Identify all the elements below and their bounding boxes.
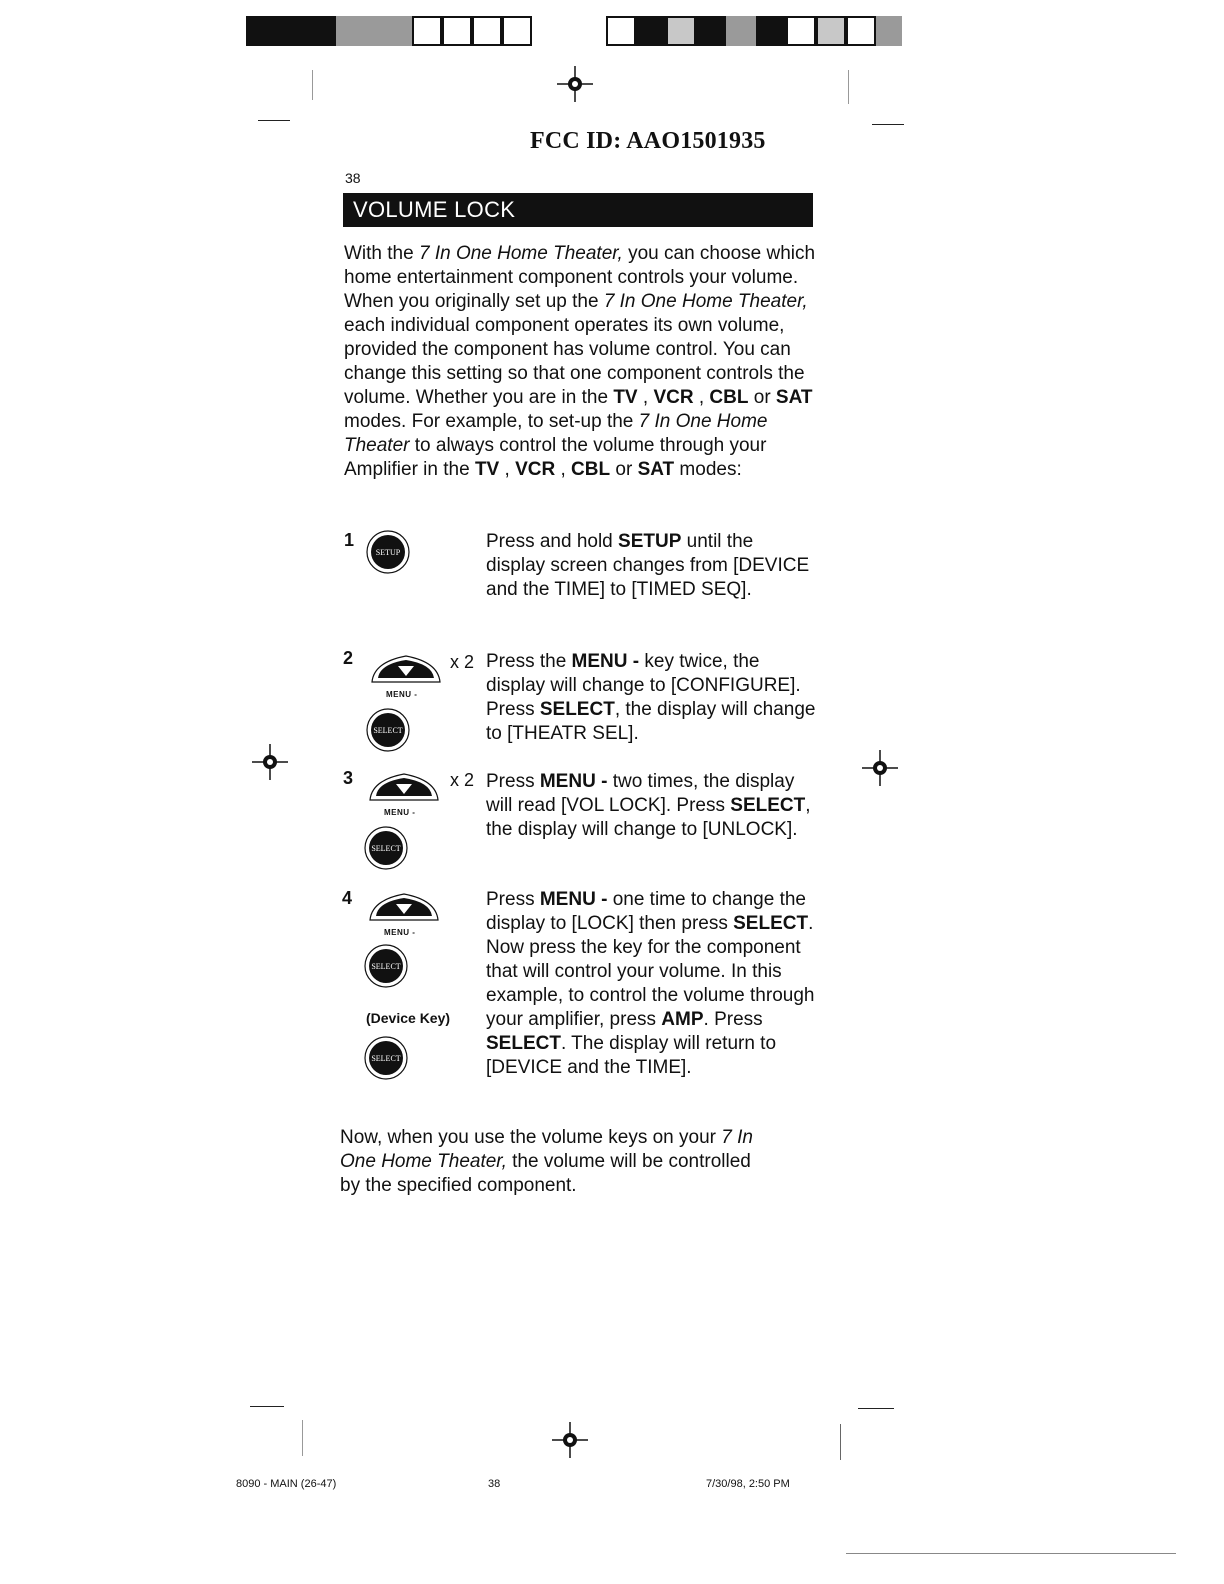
crop-mark [302,1420,303,1456]
times-two-label: x 2 [450,652,475,672]
svg-text:SELECT: SELECT [371,844,401,853]
step-number: 1 [344,530,355,550]
step-number: 4 [342,888,353,908]
menu-minus-button-icon [364,886,444,928]
fcc-id: FCC ID: AAO1501935 [530,128,766,154]
crop-mark [312,70,313,100]
step-3-text: Press MENU - two times, the display will read [VOL LOCK]. Press SELECT, the display will change to [UNLOCK]. [486,771,811,840]
menu-minus-button-icon [366,648,446,690]
crop-mark [872,124,904,125]
device-key-label: (Device Key) [366,1010,451,1026]
menu-minus-button-icon [364,766,444,808]
select-button-icon [364,706,412,754]
crop-mark [258,120,290,121]
registration-bar-right [606,16,902,46]
crop-mark [840,1424,841,1460]
step-2-text: Press the MENU - key twice, the display will change to [CONFIGURE]. Press SELECT, the display will change to [THEATR SEL]. [486,651,816,744]
times-two-label: x 2 [450,770,475,790]
menu-minus-label: MENU - [384,808,416,817]
crop-mark [250,1406,284,1407]
menu-minus-label: MENU - [384,928,416,937]
select-button-icon [362,942,410,990]
svg-text:SETUP: SETUP [375,548,401,557]
closing-paragraph: Now, when you use the volume keys on your 7 In One Home Theater, the volume will be controlled by the specified component. [340,1127,753,1196]
setup-button-icon [364,528,412,576]
select-button-icon [362,1034,410,1082]
step-4-text: Press MENU - one time to change the display to [LOCK] then press SELECT. Now press the key for the component that will control your volume. In this example, to control the volume through your amplifier, press AMP. Press SELECT. The display will return to [DEVICE and the TIME]. [486,889,815,1078]
section-title: VOLUME LOCK [343,193,813,227]
step-1-text: Press and hold SETUP until the display screen changes from [DEVICE and the TIME] to [TIMED SEQ]. [486,531,810,600]
select-button-icon [362,824,410,872]
footer-job-slug: 8090 - MAIN (26-47) [236,1478,337,1490]
svg-text:SELECT: SELECT [371,1054,401,1063]
menu-minus-label: MENU - [386,690,418,699]
registration-crosshair-top [555,64,595,104]
crop-mark [848,70,849,104]
registration-crosshair-bottom [550,1420,590,1460]
footer-timestamp: 7/30/98, 2:50 PM [706,1478,790,1490]
svg-text:SELECT: SELECT [373,726,403,735]
step-number: 3 [343,768,354,788]
intro-paragraph: With the 7 In One Home Theater, you can choose which home entertainment component controls your volume. When you originally set up the 7 In One Home Theater, each individual component operates its own volume, provided the component has volume control. You can change this setting so that one component controls the volume. Whether you are in the TV , VCR , CBL or SAT modes. For example, to set-up the 7 In One Home Theater to always control the volume through your Amplifier in the TV , VCR , CBL or SAT modes: [344,243,816,480]
footer-page-number: 38 [488,1478,501,1490]
registration-crosshair-left [250,742,290,782]
crop-mark [858,1408,894,1409]
registration-crosshair-right [860,748,900,788]
page-number: 38 [345,170,361,186]
step-number: 2 [343,648,354,668]
registration-bar-left [246,16,532,46]
svg-text:SELECT: SELECT [371,962,401,971]
crop-mark [846,1553,1176,1554]
